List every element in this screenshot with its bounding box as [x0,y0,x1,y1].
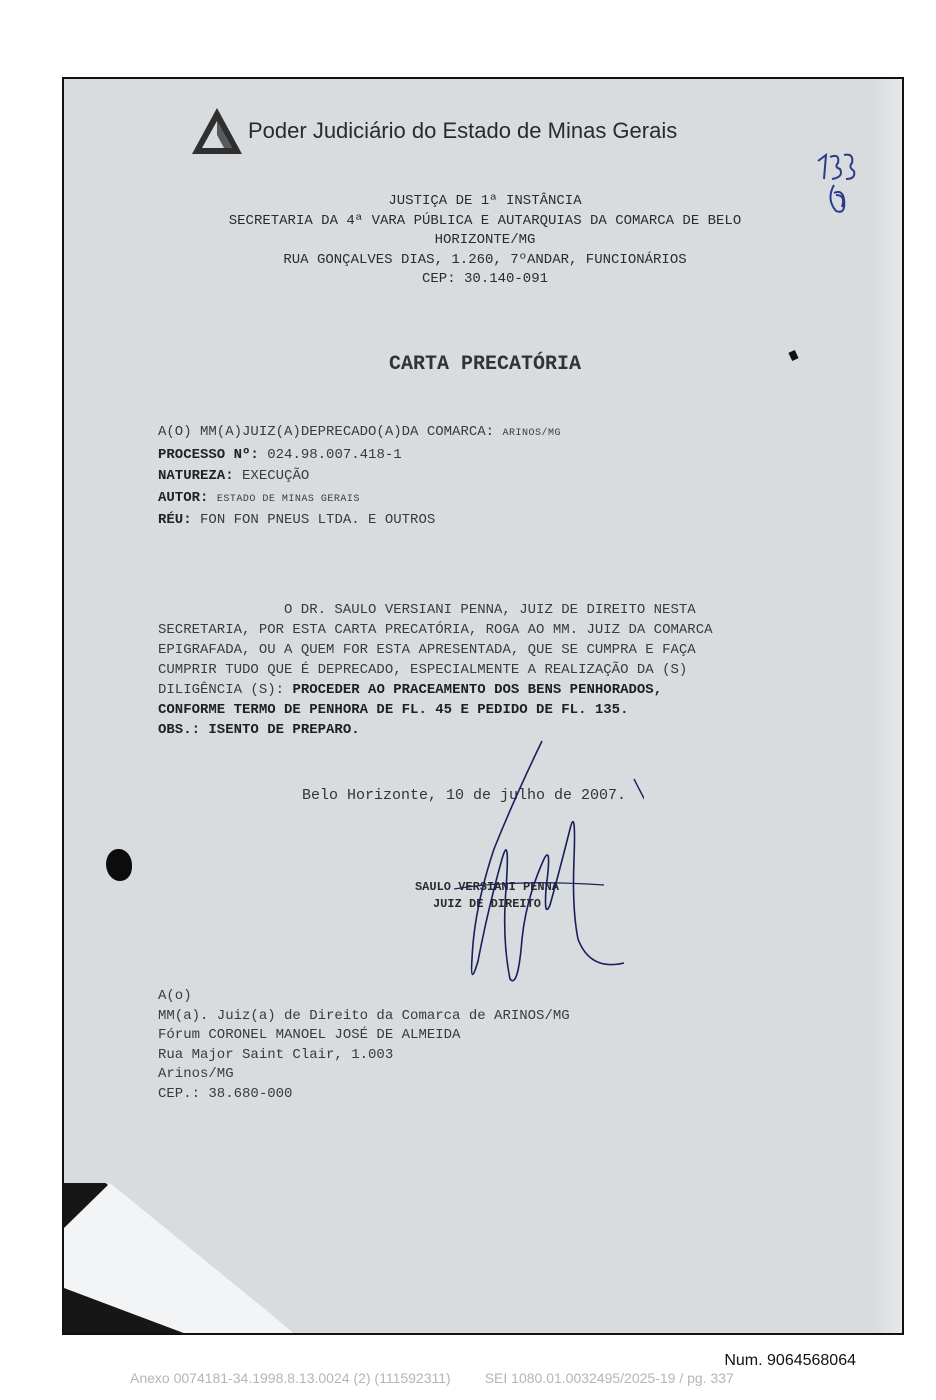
field-label: RÉU: [158,512,192,528]
letterhead [190,101,677,161]
document-number: Num. 9064568064 [724,1352,856,1369]
ink-blot [106,849,132,881]
body-line-bold: PROCEDER AO PRACEAMENTO DOS BENS PENHORADOS, [292,682,663,698]
body-line: EPIGRAFADA, OU A QUEM FOR ESTA APRESENTADA, QUE SE CUMPRA E FAÇA [158,642,696,658]
body-line: SECRETARIA, POR ESTA CARTA PRECATÓRIA, ROGA AO MM. JUIZ DA COMARCA [158,622,713,638]
field-label: PROCESSO Nº: [158,446,259,463]
addressee-line: MM(a). Juiz(a) de Direito da Comarca de ARINOS/MG [158,1007,570,1024]
header-line: HORIZONTE/MG [434,232,536,248]
addressee-line: A(o) [158,988,192,1004]
header-line: RUA GONÇALVES DIAS, 1.260, 7ºANDAR, FUNCIONÁRIOS [283,251,687,268]
date-line: Belo Horizonte, 10 de julho de 2007. [302,787,627,804]
field-deprecado [158,422,561,445]
annex-reference: Anexo 0074181-34.1998.8.13.0024 (2) (111592311) [130,1370,451,1386]
field-label: A(O) MM(A)JUIZ(A)DEPRECADO(A)DA COMARCA: [158,424,495,440]
header-line: JUSTIÇA DE 1ª INSTÂNCIA [388,193,582,209]
body-line: DILIGÊNCIA (S): [158,682,285,698]
scanned-document [62,77,904,1335]
field-value: EXECUÇÃO [242,468,310,484]
sei-reference: SEI 1080.01.0032495/2025-19 / pg. 337 [484,1370,734,1386]
institution-name: Poder Judiciário do Estado de Minas Gerais [248,118,678,143]
footer-reference [130,1370,734,1386]
signer-role: JUIZ DE DIREITO [432,897,542,911]
triangle-logo-icon [190,105,244,157]
handwritten-signature [394,739,644,1009]
header-line: SECRETARIA DA 4ª VARA PÚBLICA E AUTARQUIAS DA COMARCA DE BELO [228,212,742,229]
field-autor [158,488,561,511]
field-value: ESTADO DE MINAS GERAIS [216,493,360,505]
field-label: AUTOR: [158,489,209,506]
field-value: ARINOS/MG [502,428,561,439]
field-processo [158,445,561,467]
court-header [64,192,904,290]
field-label: NATUREZA: [158,468,234,484]
field-reu [158,510,561,532]
body-line-bold: OBS.: ISENTO DE PREPARO. [158,722,360,738]
field-value: 024.98.007.418-1 [267,446,402,463]
signer-name: SAULO VERSIANI PENNA [414,880,560,894]
body-line: CUMPRIR TUDO QUE É DEPRECADO, ESPECIALMENTE A REALIZAÇÃO DA (S) [158,662,688,678]
addressee-line: Arinos/MG [158,1066,234,1082]
addressee-block [158,987,570,1104]
field-natureza [158,466,561,488]
field-value: FON FON PNEUS LTDA. E OUTROS [200,512,436,528]
addressee-line: Rua Major Saint Clair, 1.003 [158,1046,394,1063]
document-title: CARTA PRECATÓRIA [388,353,582,376]
body-line-bold: CONFORME TERMO DE PENHORA DE FL. 45 E PEDIDO DE FL. 135. [158,702,629,718]
case-fields [158,422,561,532]
addressee-line: CEP.: 38.680-000 [158,1085,293,1102]
header-line: CEP: 30.140-091 [421,271,549,287]
addressee-line: Fórum CORONEL MANOEL JOSÉ DE ALMEIDA [158,1027,461,1043]
body-line: O DR. SAULO VERSIANI PENNA, JUIZ DE DIREITO NESTA [284,602,696,618]
request-body [158,600,818,740]
